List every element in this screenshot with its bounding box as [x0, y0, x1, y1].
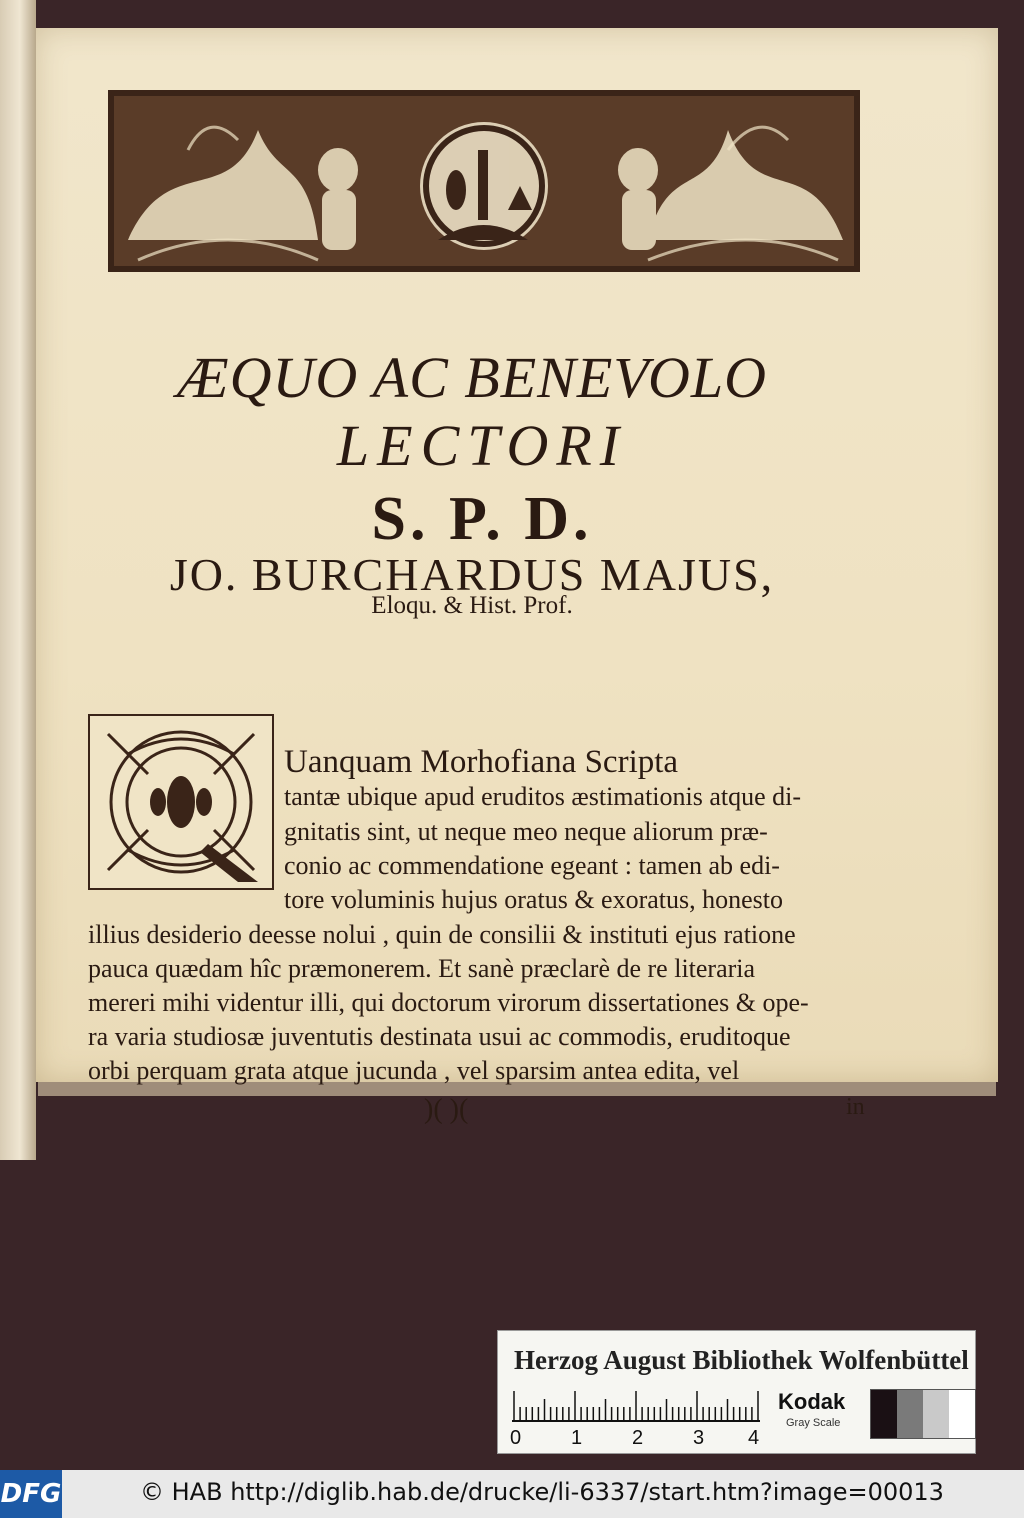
author-name: JO. BURCHARDUS MAJUS,: [169, 549, 775, 600]
author-title: Eloqu. & Hist. Prof.: [371, 592, 573, 619]
gray-swatch: [871, 1390, 897, 1438]
gray-swatch: [949, 1390, 975, 1438]
salutation: S. P. D.: [371, 485, 593, 553]
copyright-link[interactable]: © HAB http://diglib.hab.de/drucke/li-6337/start.htm?image=00013: [140, 1478, 944, 1506]
body-line-10: orbi perquam grata atque jucunda , vel sparsim antea edita, vel: [88, 1056, 740, 1085]
ruler-number: 1: [571, 1427, 583, 1449]
body-line-7: pauca quædam hîc præmonerem. Et sanè præclarè de re literaria: [88, 954, 756, 983]
dfg-logo: DFG: [0, 1470, 62, 1518]
gray-swatch: [923, 1390, 949, 1438]
catchword: in: [846, 1094, 865, 1120]
gray-swatch: [897, 1390, 923, 1438]
body-line-2: tantæ ubique apud eruditos æstimationis atque di-: [284, 782, 802, 811]
gray-swatches: [870, 1389, 976, 1439]
dedication-heading-line2: LECTORI: [336, 413, 628, 478]
ruler-number: 2: [632, 1427, 644, 1449]
body-line-9: ra varia studiosæ juventutis destinata usui ac commodis, eruditoque: [88, 1022, 791, 1051]
body-line-6: illius desiderio deesse nolui , quin de consilii & instituti ejus ratione: [88, 920, 796, 949]
dedication-heading: ÆQUO AC BENEVOLO: [177, 345, 767, 410]
ruler-number: 0: [510, 1427, 522, 1449]
gray-scale-label: Gray Scale: [786, 1417, 841, 1429]
ruler-number: 3: [693, 1427, 705, 1449]
body-line-5: tore voluminis hujus oratus & exoratus, honesto: [284, 885, 784, 914]
body-line-4: conio ac commendatione egeant : tamen ab edi-: [284, 851, 780, 880]
credit-bar: [0, 1470, 1024, 1518]
body-line-8: mereri mihi videntur illi, qui doctorum virorum dissertationes & ope-: [88, 988, 809, 1017]
headpiece-ornament: [108, 90, 860, 272]
signature-mark: )( )(: [424, 1094, 469, 1125]
kodak-logo: Kodak: [778, 1389, 846, 1414]
library-color-target: [497, 1330, 976, 1454]
measurement-ruler: [508, 1385, 778, 1425]
decorated-initial-q: [88, 714, 274, 890]
institution-name: Herzog August Bibliothek Wolfenbüttel: [514, 1345, 969, 1375]
body-line-3: gnitatis sint, ut neque meo neque aliorum præ-: [284, 817, 768, 846]
ruler-number: 4: [748, 1427, 760, 1449]
body-line-1: Uanquam Morhofiana Scripta: [284, 744, 679, 780]
